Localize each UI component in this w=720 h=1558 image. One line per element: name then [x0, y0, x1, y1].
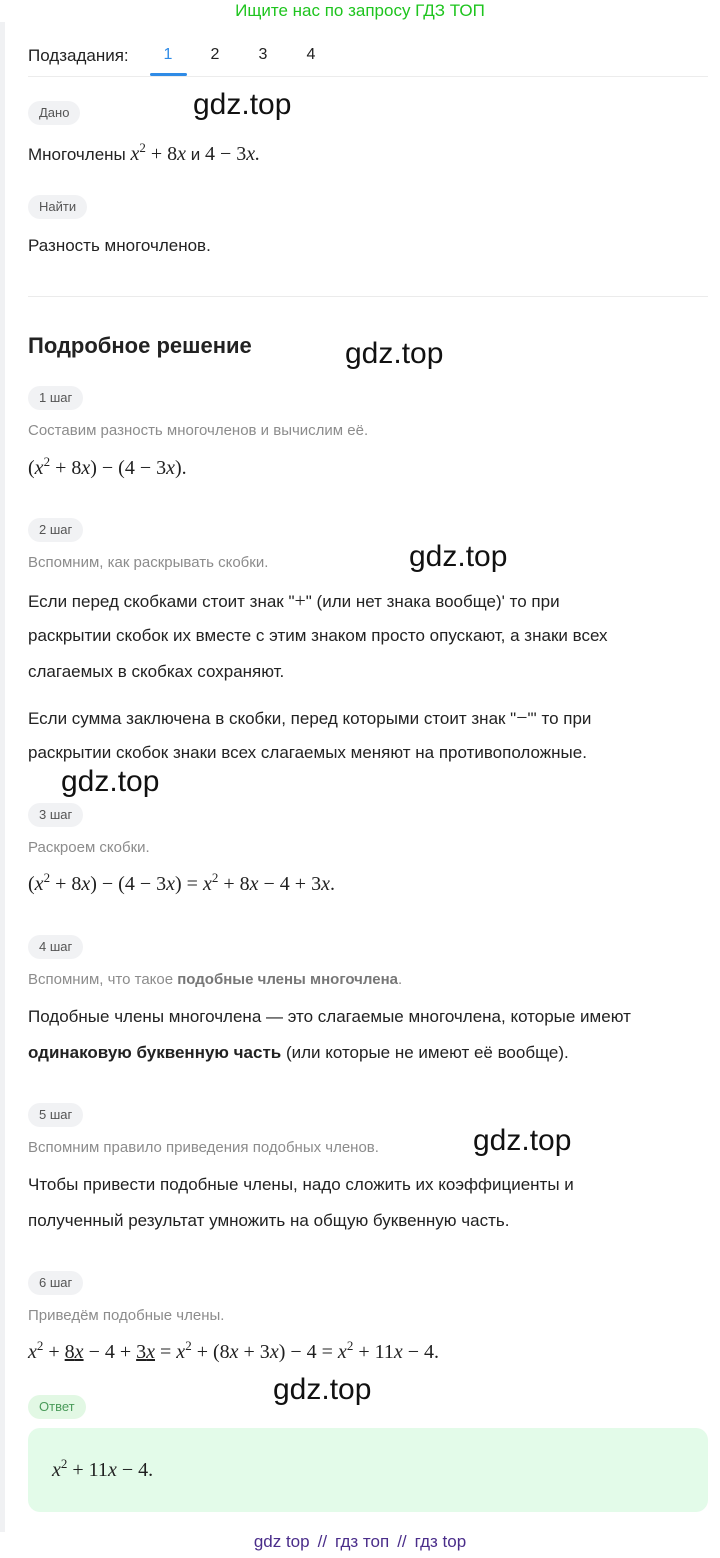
footer [0, 1532, 720, 1552]
step-4-caption-a: Вспомним, что такое [28, 971, 178, 988]
step-5-caption: Вспомним правило приведения подобных членов. [28, 1139, 379, 1156]
step-2-p1-line2: раскрытии скобок их вместе с этим знаком просто опускают, а знаки всех [28, 626, 608, 645]
step-4-badge: 4 шаг [28, 935, 83, 959]
watermark: gdz.top [193, 88, 292, 121]
step-4-p2 [28, 1043, 698, 1063]
step-5-p2: полученный результат умножить на общую буквенную часть. [28, 1211, 510, 1230]
tabs-divider [28, 76, 708, 77]
step-5-badge: 5 шаг [28, 1103, 83, 1127]
step-3-badge: 3 шаг [28, 803, 83, 827]
left-border [0, 22, 5, 1532]
given-joiner: и [190, 145, 201, 164]
step-1-caption: Составим разность многочленов и вычислим её. [28, 422, 369, 439]
tab-1[interactable]: 1 [163, 46, 173, 63]
given-badge: Дано [28, 101, 80, 125]
tab-2[interactable]: 2 [210, 46, 220, 63]
watermark: gdz.top [273, 1373, 372, 1406]
footer-sep: // [317, 1532, 328, 1551]
step-2-caption: Вспомним, как раскрывать скобки. [28, 554, 269, 571]
step-4-caption [28, 971, 402, 988]
answer-box [28, 1428, 708, 1512]
step-2-p2-b: "' то при [527, 709, 592, 728]
step-2-p2-line1 [28, 707, 698, 730]
step-2-p2-line2: раскрытии скобок знаки всех слагаемых меняют на противоположные. [28, 743, 587, 762]
watermark: gdz.top [61, 765, 160, 798]
step-2-p1-b: " (или нет знака вообще)' то при [305, 592, 560, 611]
step-1-formula: $(x^2 + 8x) - (4 - 3x)$. [28, 454, 187, 479]
step-2-p1-line1 [28, 590, 698, 613]
footer-link-gdz-top-mixed[interactable]: гдз top [414, 1532, 467, 1551]
watermark: gdz.top [473, 1124, 572, 1157]
step-6-badge: 6 шаг [28, 1271, 83, 1295]
step-2-badge: 2 шаг [28, 518, 83, 542]
solution-title: Подробное решение [28, 333, 252, 358]
section-divider [28, 296, 708, 297]
watermark: gdz.top [345, 337, 444, 370]
plus-sign: + [294, 590, 306, 612]
step-6-formula: $x^2 + 8x - 4 + 3x = x^2 + (8x + 3x) - 4 = x^2 + 11x - 4$. [28, 1338, 440, 1363]
find-text: Разность многочленов. [28, 236, 211, 255]
answer-badge: Ответ [28, 1395, 86, 1419]
step-4-caption-bold: подобные члены многочлена [177, 971, 398, 988]
step-2-p1-line3: слагаемых в скобках сохраняют. [28, 662, 285, 681]
step-3-caption: Раскроем скобки. [28, 839, 150, 856]
answer-formula: $x^2 + 11x - 4$. [52, 1456, 154, 1481]
step-6-caption: Приведём подобные члены. [28, 1307, 225, 1324]
step-4-p2-rest: (или которые не имеют её вообще). [281, 1043, 569, 1062]
footer-sep: // [397, 1532, 407, 1551]
subtasks-label: Подзадания: [28, 46, 129, 65]
subtasks-tabs [28, 42, 708, 78]
step-5-p1: Чтобы привести подобные члены, надо сложить их коэффициенты и [28, 1175, 574, 1194]
minus-sign: − [516, 707, 528, 729]
step-4-p1: Подобные члены многочлена — это слагаемые многочлена, которые имеют [28, 1007, 631, 1026]
tab-4[interactable]: 4 [306, 46, 316, 63]
given-text [28, 140, 698, 166]
footer-link-gdz-top[interactable]: gdz top [253, 1532, 310, 1551]
step-3-formula: $(x^2 + 8x) - (4 - 3x) = x^2 + 8x - 4 + 3x$. [28, 870, 335, 895]
step-4-caption-b: . [397, 971, 403, 988]
given-poly-1: $x^2 + 8x$ [130, 140, 187, 165]
step-2-p2-a: Если сумма заключена в скобки, перед которыми стоит знак " [28, 709, 517, 728]
step-4-p2-bold: одинаковую буквенную часть [28, 1043, 282, 1062]
find-badge: Найти [28, 195, 87, 219]
watermark: gdz.top [409, 540, 508, 573]
footer-link-gdz-top-ru[interactable]: гдз топ [335, 1532, 390, 1551]
tab-3[interactable]: 3 [258, 46, 268, 63]
given-poly-2: 4 − 3x. [205, 143, 261, 165]
step-2-p1-a: Если перед скобками стоит знак " [28, 592, 295, 611]
top-banner: Ищите нас по запросу ГДЗ ТОП [235, 1, 485, 20]
given-prefix: Многочлены [28, 145, 126, 164]
step-1-badge: 1 шаг [28, 386, 83, 410]
